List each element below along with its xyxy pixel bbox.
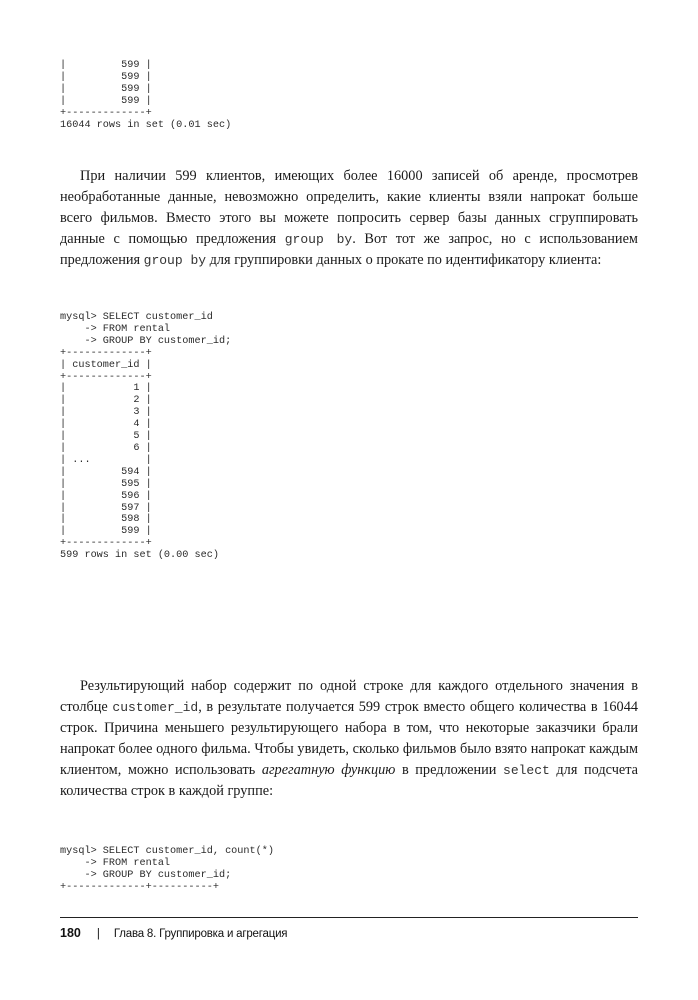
footer-divider: [60, 917, 638, 918]
code-block-group-by-query: mysql> SELECT customer_id -> FROM rental -> GROUP BY customer_id; +-------------+ | customer_id | +-------------+ | 1 | | 2 | | 3 | | 4 | | 5 | | 6 | | ... | | 594 | | 595 | | 596 | | 597 | | 598 | | 599 | +-------------+ 599 rows in set (0.00 sec): [60, 312, 232, 562]
paragraph-text: в предложении: [395, 762, 504, 778]
code-block-count-query: mysql> SELECT customer_id, count(*) -> FROM rental -> GROUP BY customer_id; +-------------+----------+: [60, 846, 274, 893]
inline-code-group-by: group by: [143, 253, 207, 268]
inline-code-select: select: [503, 763, 550, 778]
paragraph-text: для подсчета количества строк в каждой группе:: [60, 762, 638, 799]
paragraph-text: При наличии 599 клиентов, имеющих более 16000 записей об аренде, просмотрев необработанные данные, невозможно определить, какие клиенты взяли напрокат больше всего фильмов. Вместо этого вы можете попросить сервер базы данных сгруппировать данные с помощью предложения: [60, 168, 638, 247]
chapter-title: Глава 8. Группировка и агрегация: [113, 928, 288, 940]
emphasis-aggregate-function: агрегатную функцию: [261, 762, 396, 778]
page-number: 180: [60, 926, 81, 940]
paragraph-text: для группировки данных о прокате по идентификатору клиента:: [206, 252, 602, 268]
inline-code-customer-id: customer_id: [112, 700, 199, 715]
paragraph-text: . Вот тот же запрос, но с использованием предложения: [60, 231, 638, 268]
code-block-query-result-tail: | 599 | | 599 | | 599 | | 599 | +-------------+ 16044 rows in set (0.01 sec): [60, 60, 232, 131]
paragraph-text: Результирующий набор содержит по одной строке для каждого отдельного значения в столбце: [60, 678, 638, 715]
page-footer: [60, 926, 287, 940]
paragraph-text: , в результате получается 599 строк вместо общего количества в 16044 строк. Причина меньшего результирующего набора в том, что некоторые заказчики брали напрокат более одного фильма. Чтобы увидеть, сколько фильмов было взято напрокат каждым клиентом, можно использовать: [60, 699, 638, 778]
inline-code-group-by: group by: [284, 232, 353, 247]
paragraph-group-by-intro: [60, 166, 638, 271]
paragraph-aggregate-function: [60, 676, 638, 802]
footer-separator: |: [96, 928, 100, 940]
